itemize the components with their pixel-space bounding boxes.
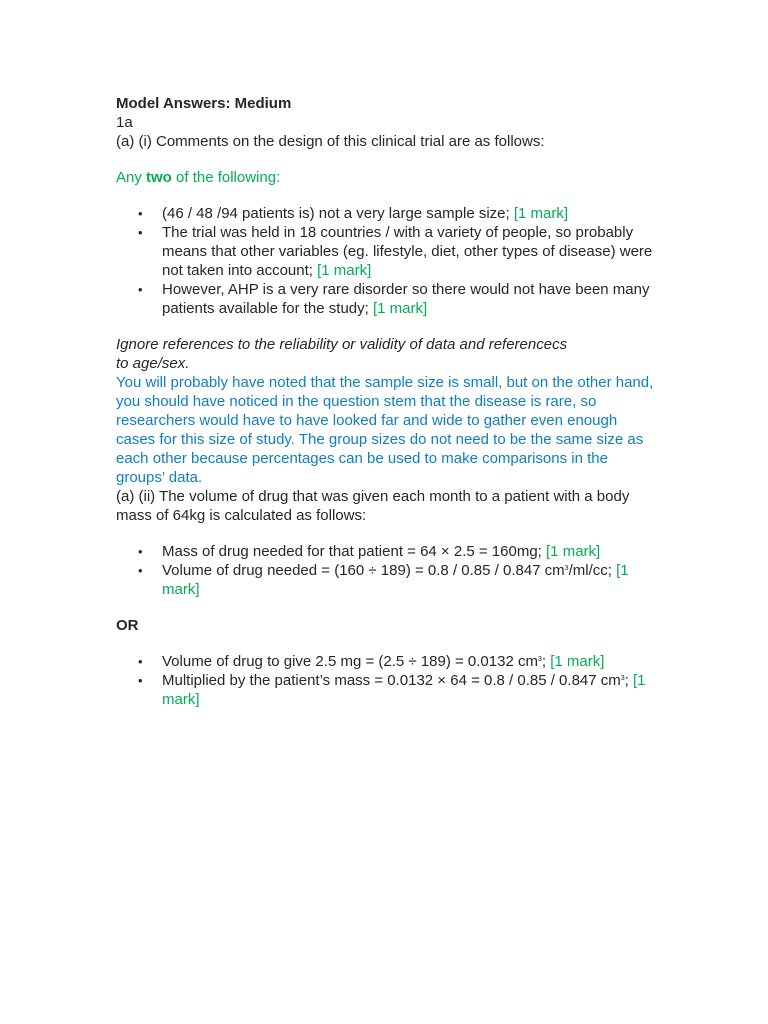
bullet-icon: •: [138, 206, 143, 221]
list-item: • Multiplied by the patient’s mass = 0.0132 × 64 = 0.8 / 0.85 / 0.847 $cm^3$; [1 mark]: [138, 672, 646, 708]
list-item: • Volume of drug to give 2.5 mg = (2.5 ÷ 189) = 0.0132 $cm^3$; [1 mark]: [138, 653, 605, 670]
mark-label: [1 mark]: [162, 672, 646, 708]
mark-label: [1 mark]: [550, 653, 605, 670]
mark-label: [1 mark]: [317, 262, 372, 279]
answer-content: [116, 94, 656, 709]
any-two-instruction: Any two of the following:: [116, 169, 281, 186]
document-title: Model Answers: Medium: [116, 95, 292, 112]
or-separator: OR: [116, 617, 139, 634]
examiner-commentary: You will probably have noted that the sample size is small, but on the other hand, you should have noticed in the question stem that the disease is rare, so researchers would have to have looked far and wide to gather even enough cases for this size of study. The group sizes do not need to be the same size as each other because percentages can be used to make comparisons in the groups’ data.: [116, 374, 654, 486]
bullet-icon: •: [138, 654, 143, 669]
mark-label: [1 mark]: [513, 205, 569, 222]
method-one-list: [116, 542, 656, 599]
question-number: 1a: [116, 114, 133, 131]
list-item: • However, AHP is a very rare disorder so there would not have been many patients available for the study; [1 mark]: [138, 281, 650, 317]
method-two-list: [116, 652, 656, 709]
list-item: • (46 / 48 /94 patients is) not a very large sample size; [1 mark]: [138, 205, 569, 222]
list-item: • Mass of drug needed for that patient = 64 × 2.5 = 160mg; [1 mark]: [138, 543, 601, 560]
part-a-i-heading: (a) (i) Comments on the design of this clinical trial are as follows:: [116, 133, 545, 150]
mark-label: [1 mark]: [162, 562, 629, 598]
design-points-list: [116, 204, 656, 318]
part-a-ii-heading: (a) (ii) The volume of drug that was given each month to a patient with a body mass of 64kg is calculated as follows:: [116, 488, 630, 524]
list-item: • The trial was held in 18 countries / with a variety of people, so probably means that other variables (eg. lifestyle, diet, other types of disease) were not taken into account; [1 mark]: [138, 224, 653, 279]
mark-label: [1 mark]: [546, 543, 601, 560]
bullet-icon: •: [138, 544, 143, 559]
bullet-icon: •: [138, 563, 143, 578]
list-item: • Volume of drug needed = (160 ÷ 189) = 0.8 / 0.85 / 0.847 $cm^3/ml/cc$; [1 mark]: [138, 562, 629, 598]
bullet-icon: •: [138, 673, 143, 688]
mark-label: [1 mark]: [372, 300, 428, 317]
bullet-icon: •: [138, 225, 143, 240]
ignore-note: Ignore references to the reliability or validity of data and referencecs to age/sex.: [116, 336, 568, 372]
bullet-icon: •: [138, 282, 143, 297]
